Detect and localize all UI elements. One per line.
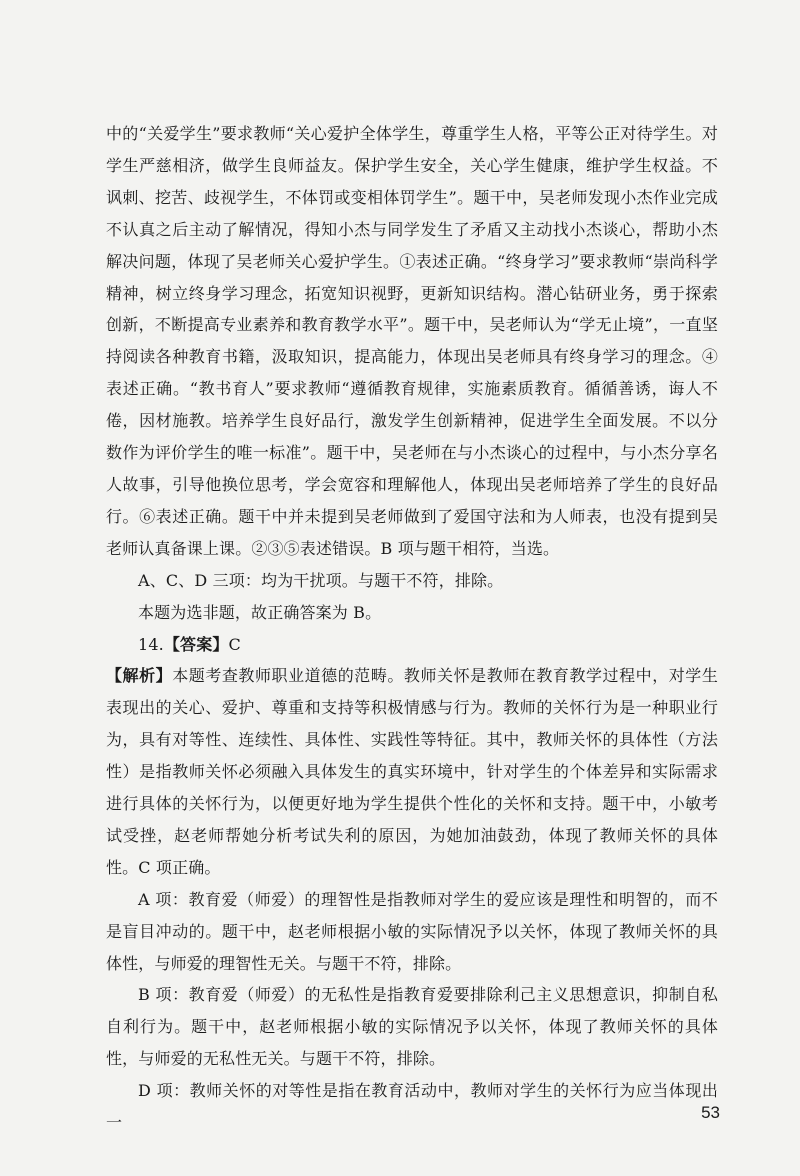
answer-line-14: [106, 629, 718, 661]
page-body: [106, 118, 718, 1139]
paragraph-quote-analysis: [106, 118, 718, 565]
paragraph-option-a: [106, 884, 718, 980]
question-number: 14.: [138, 634, 164, 654]
paragraph-conclusion: [106, 597, 718, 629]
paragraph-text: 中的“关爱学生”要求教师“关心爱护全体学生，尊重学生人格，平等公正对待学生。对学生严慈相济，做学生良师益友。保护学生安全，关心学生健康，维护学生权益。不讽刺、挖苦、歧视学生，不体罚或变相体罚学生”。题干中，吴老师发现小杰作业完成不认真之后主动了解情况，得知小杰与同学发生了矛盾又主动找小杰谈心，帮助小杰解决问题，体现了吴老师关心爱护学生。①表述正确。“终身学习”要求教师“崇尚科学精神，树立终身学习理念，拓宽知识视野，更新知识结构。潜心钻研业务，勇于探索创新，不断提高专业素养和教育教学水平”。题干中，吴老师认为“学无止境”，一直坚持阅读各种教育书籍，汲取知识，提高能力，体现出吴老师具有终身学习的理念。④表述正确。“教书育人”要求教师“遵循教育规律，实施素质教育。循循善诱，诲人不倦，因材施教。培养学生良好品行，激发学生创新精神，促进学生全面发展。不以分数作为评价学生的唯一标准”。题干中，吴老师在与小杰谈心的过程中，与小杰分享名人故事，引导他换位思考，学会宽容和理解他人，体现出吴老师培养了学生的良好品行。⑥表述正确。题干中并未提到吴老师做到了爱国守法和为人师表，也没有提到吴老师认真备课上课。②③⑤表述错误。B 项与题干相符，当选。: [106, 124, 718, 558]
paragraph-text: D 项：教师关怀的对等性是指在教育活动中，教师对学生的关怀行为应当体现出一: [106, 1081, 718, 1133]
paragraph-text: A、C、D 三项：均为干扰项。与题干不符，排除。: [138, 570, 504, 590]
paragraph-text: B 项：教育爱（师爱）的无私性是指教育爱要排除利己主义思想意识，抑制自私自利行为。题干中，赵老师根据小敏的实际情况予以关怀，体现了教师关怀的具体性，与师爱的无私性无关。与题干不符，排除。: [106, 985, 718, 1069]
paragraph-text: 本题考查教师职业道德的范畴。教师关怀是教师在教育教学过程中，对学生表现出的关心、爱护、尊重和支持等积极情感与行为。教师的关怀行为是一种职业行为，具有对等性、连续性、具体性、实践性等特征。其中，教师关怀的具体性（方法性）是指教师关怀必须融入具体发生的真实环境中，针对学生的个体差异和实际需求进行具体的关怀行为，以便更好地为学生提供个性化的关怀和支持。题干中，小敏考试受挫，赵老师帮她分析考试失利的原因，为她加油鼓劲，体现了教师关怀的具体性。C 项正确。: [106, 666, 719, 877]
answer-value: C: [228, 634, 241, 654]
page-number: 53: [701, 1103, 720, 1122]
paragraph-text: 本题为选非题，故正确答案为 B。: [138, 602, 382, 622]
paragraph-explanation: [106, 660, 718, 883]
paragraph-option-d: [106, 1075, 718, 1139]
paragraph-acd-options: [106, 565, 718, 597]
answer-label: 【答案】: [163, 634, 229, 654]
paragraph-text: A 项：教育爱（师爱）的理智性是指教师对学生的爱应该是理性和明智的，而不是盲目冲动的。题干中，赵老师根据小敏的实际情况予以关怀，体现了教师关怀的具体性，与师爱的理智性无关。与题干不符，排除。: [106, 889, 718, 973]
paragraph-option-b: [106, 979, 718, 1075]
explanation-label: 【解析】: [106, 666, 173, 686]
